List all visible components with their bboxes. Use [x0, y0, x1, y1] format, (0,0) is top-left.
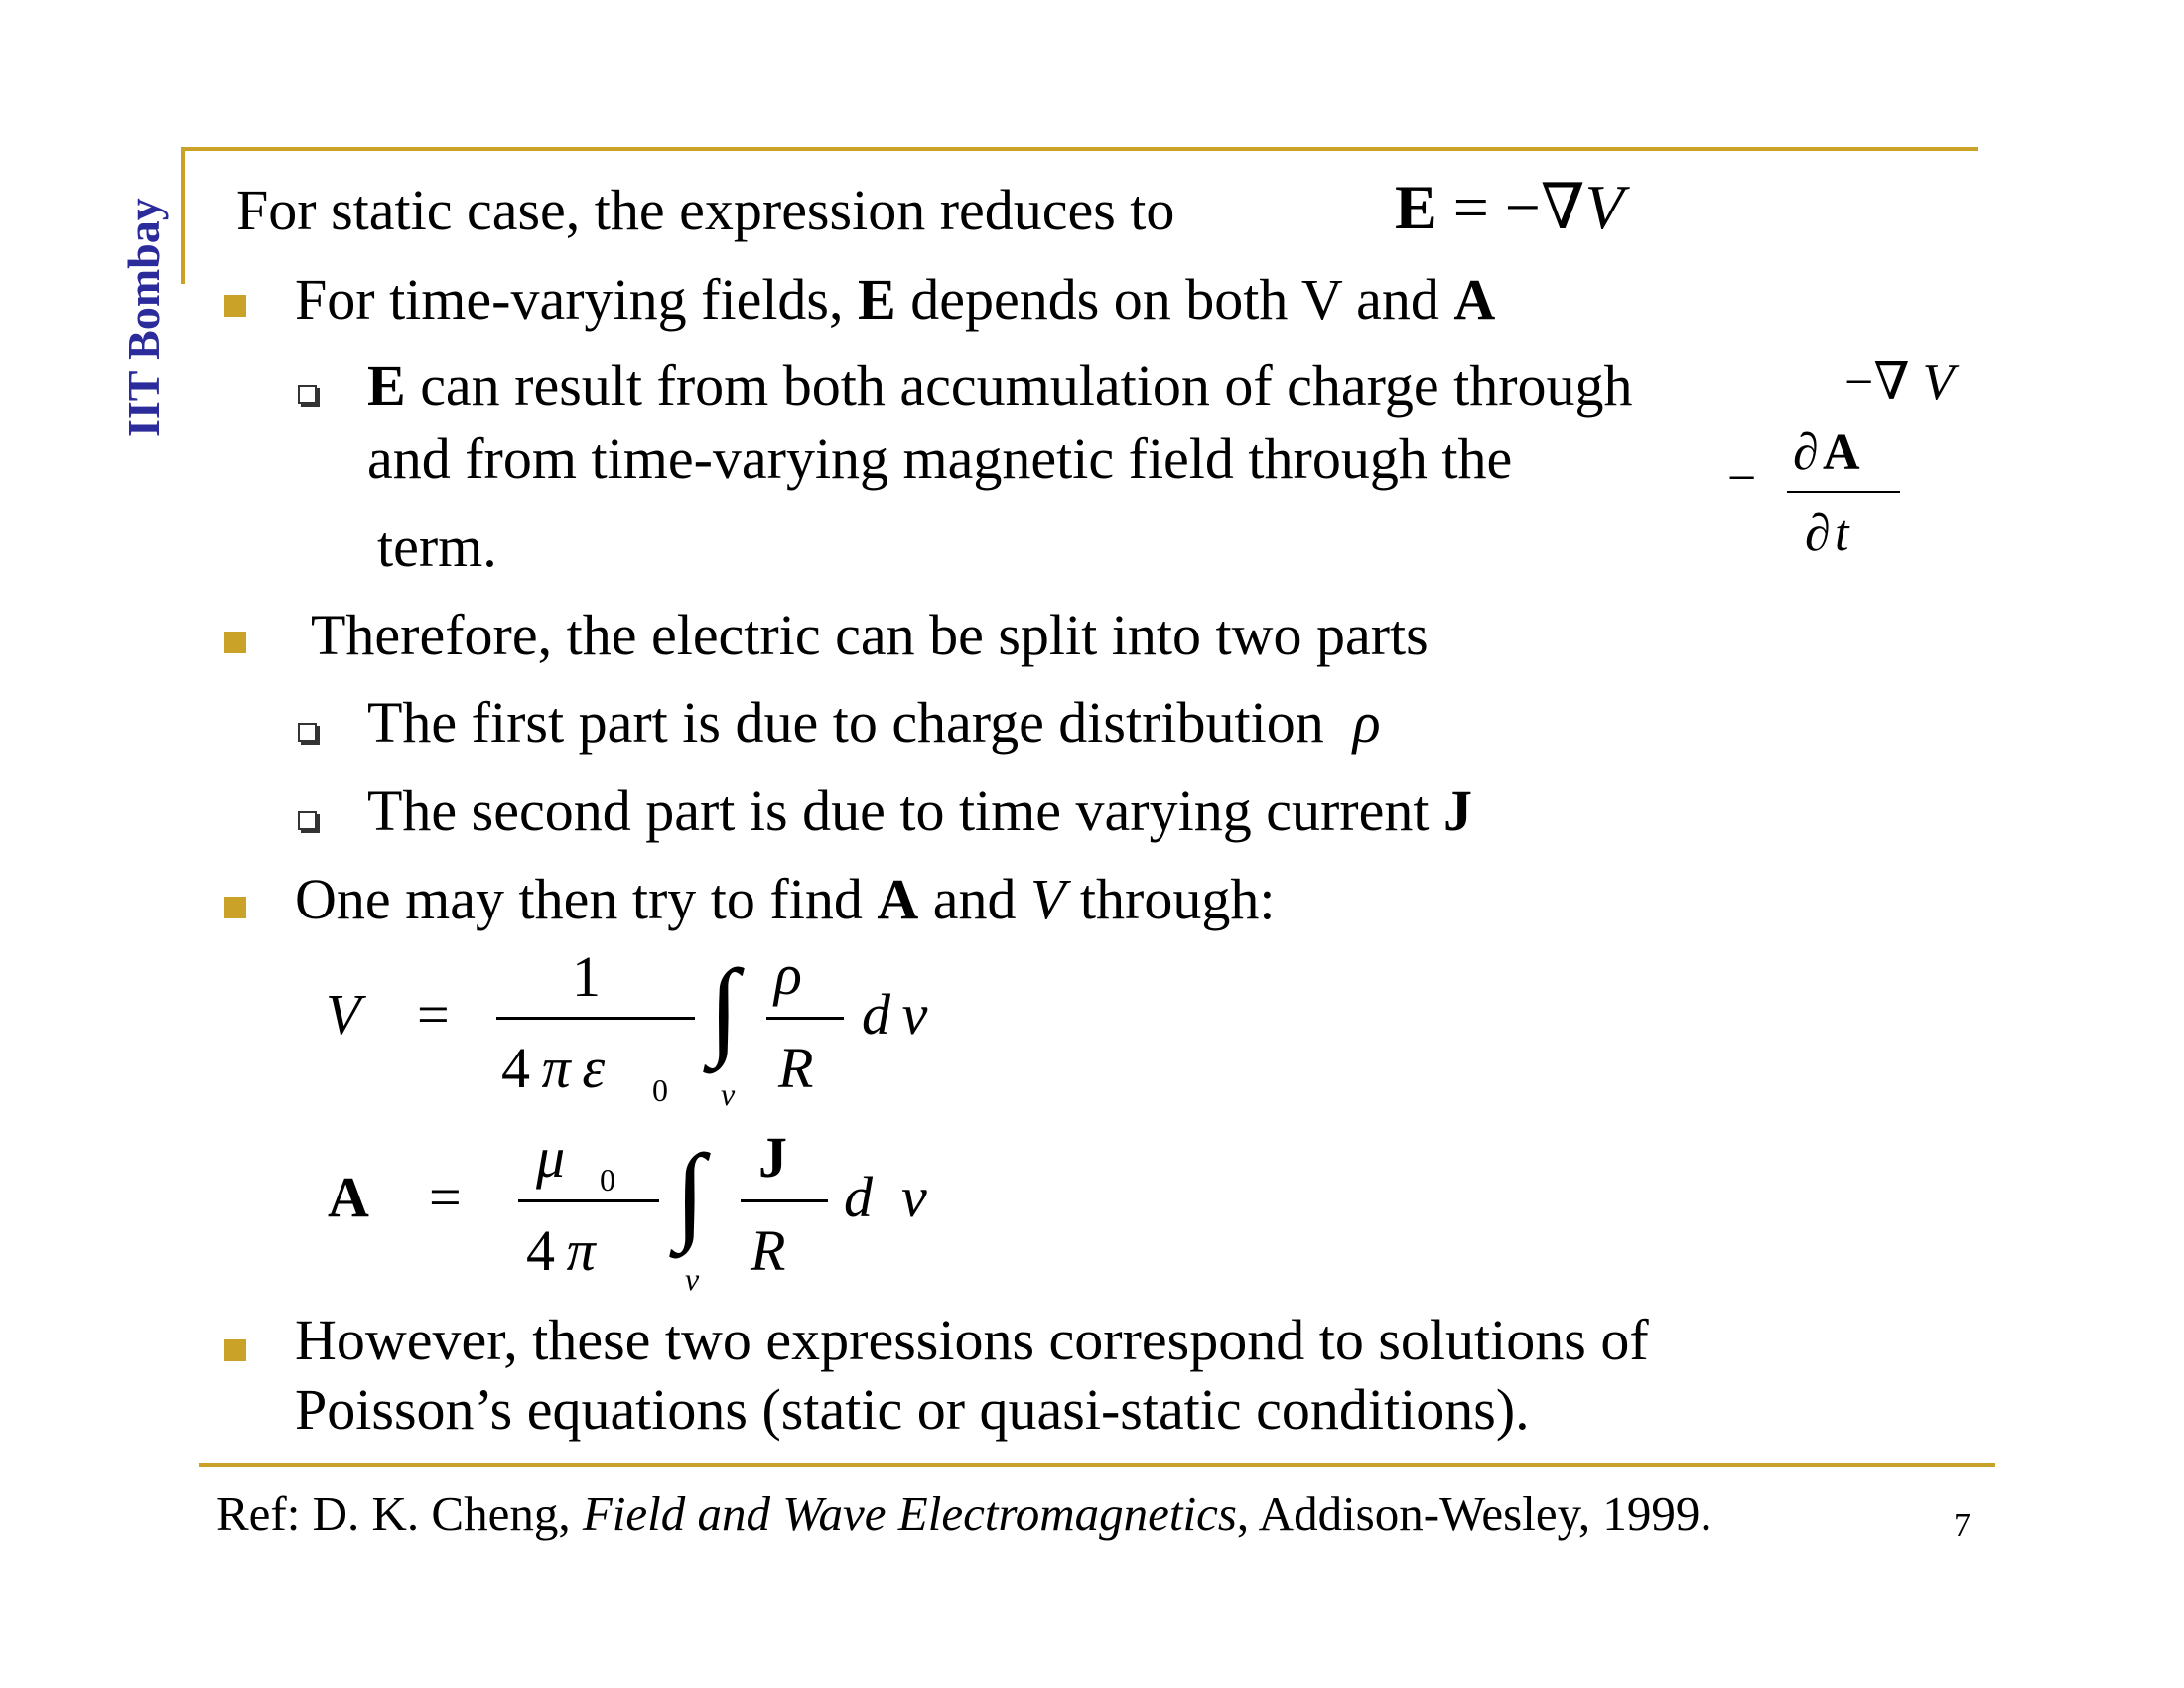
eqA-fraction-bar [518, 1199, 659, 1202]
eqV-lhs: V [326, 982, 361, 1047]
grad-symbol: −∇ [1844, 354, 1923, 411]
dA-fraction-bar [1787, 491, 1900, 493]
bullet-1-pre: For time-varying fields, [295, 267, 859, 332]
partial-A: A [1823, 424, 1860, 481]
eqV-numerator: 1 [572, 944, 601, 1009]
dA-numerator [1793, 423, 1860, 482]
bullet-4-line-1: However, these two expressions correspond to solutions of [295, 1308, 1649, 1372]
sub-1-E: E [367, 353, 406, 418]
eqV-d: d [862, 982, 890, 1047]
bullet-3-A: A [877, 867, 919, 931]
eqA-equals: = [429, 1165, 462, 1229]
eqV-integral: ∫ [709, 947, 740, 1068]
grad-V: V [1922, 354, 1955, 411]
eqV-den-pi: π [541, 1036, 571, 1100]
eqA-J: J [758, 1125, 787, 1190]
left-rule [181, 147, 185, 284]
ref-title: Field and Wave Electromagnetics [582, 1486, 1237, 1541]
eqV-R: R [778, 1036, 814, 1100]
eqV-denominator [501, 1035, 605, 1101]
reference [216, 1485, 1712, 1542]
eqV-fraction-bar [496, 1017, 695, 1020]
bullet-1-E: E [858, 267, 896, 332]
partial-den: ∂ [1805, 505, 1831, 562]
bullet-4-line-2: Poisson’s equations (static or quasi-static conditions). [295, 1377, 1530, 1442]
bullet-1 [295, 266, 1495, 333]
eqA-lhs: A [328, 1165, 369, 1229]
top-rule [181, 147, 1978, 151]
bullet-3-post: through: [1065, 867, 1276, 931]
sub-bullet-2 [367, 689, 1381, 756]
eqA-d: d [844, 1165, 873, 1229]
sub-bullet-square [298, 723, 317, 742]
sub-bullet-3 [367, 777, 1472, 844]
sub-1-grad-V [1844, 352, 1954, 412]
bullet-square [224, 295, 246, 317]
eqV-den-eps: ε [582, 1036, 606, 1100]
eqV-dv [862, 981, 927, 1048]
dA-minus: − [1727, 450, 1757, 506]
rho-symbol: ρ [1352, 690, 1381, 755]
eqA-mu: μ [536, 1125, 566, 1190]
bullet-1-mid: depends on both V and [895, 267, 1454, 332]
bullet-square [224, 632, 246, 653]
intro-text: For static case, the expression reduces to [236, 178, 1175, 242]
eq-minus-grad: = −∇ [1436, 172, 1585, 242]
sub-2-text: The first part is due to charge distribution [367, 690, 1324, 755]
ref-pre: Ref: D. K. Cheng, [216, 1486, 583, 1541]
sub-bullet-square [298, 385, 317, 404]
bottom-rule [199, 1463, 1995, 1467]
eq-V: V [1584, 172, 1624, 242]
sub-3-J: J [1442, 778, 1472, 843]
bullet-2: Therefore, the electric can be split into two parts [311, 603, 1429, 667]
eqV-rho: ρ [774, 942, 802, 1007]
eqV-v: v [901, 982, 928, 1047]
eq-E: E [1395, 172, 1437, 242]
eqA-den-4: 4 [526, 1218, 555, 1283]
bullet-1-A: A [1453, 267, 1496, 332]
sub-1-text: can result from both accumulation of charge through [405, 353, 1633, 418]
sub-1-line-3: term. [377, 514, 497, 579]
eqA-den-pi: π [566, 1218, 596, 1283]
sub-bullet-1 [367, 352, 1633, 419]
eqA-J-bar [741, 1199, 828, 1202]
eqA-int-sub: v [685, 1261, 700, 1297]
eqV-rho-bar [766, 1017, 844, 1020]
eqV-den-4: 4 [501, 1036, 530, 1100]
eqA-mu-sub: 0 [600, 1162, 615, 1197]
eqA-dv [844, 1164, 927, 1230]
page-number: 7 [1954, 1507, 1971, 1544]
bullet-square [224, 897, 246, 918]
bullet-3-pre: One may then try to find [295, 867, 878, 931]
dA-denominator [1805, 504, 1849, 563]
eqV-equals: = [417, 982, 450, 1047]
institution-label: IIT Bombay [118, 198, 169, 437]
sub-1-line-2: and from time-varying magnetic field through the [367, 426, 1513, 491]
bullet-3-and: and [918, 867, 1030, 931]
eqV-int-sub: v [721, 1076, 736, 1112]
partial-t: t [1835, 505, 1849, 562]
bullet-square [224, 1339, 246, 1361]
partial-num: ∂ [1793, 424, 1819, 481]
bullet-3-V: V [1029, 867, 1066, 931]
eqA-integral: ∫ [675, 1132, 706, 1253]
sub-3-text: The second part is due to time varying current [367, 778, 1443, 843]
bullet-3 [295, 866, 1275, 932]
sub-bullet-square [298, 811, 317, 830]
intro-equation [1395, 171, 1624, 244]
eqA-v: v [901, 1165, 927, 1229]
eqA-denominator [526, 1217, 596, 1284]
ref-post: , Addison-Wesley, 1999. [1236, 1486, 1712, 1541]
eqV-den-sub: 0 [652, 1072, 668, 1108]
intro-line [236, 177, 1174, 243]
eqA-R: R [751, 1218, 786, 1283]
